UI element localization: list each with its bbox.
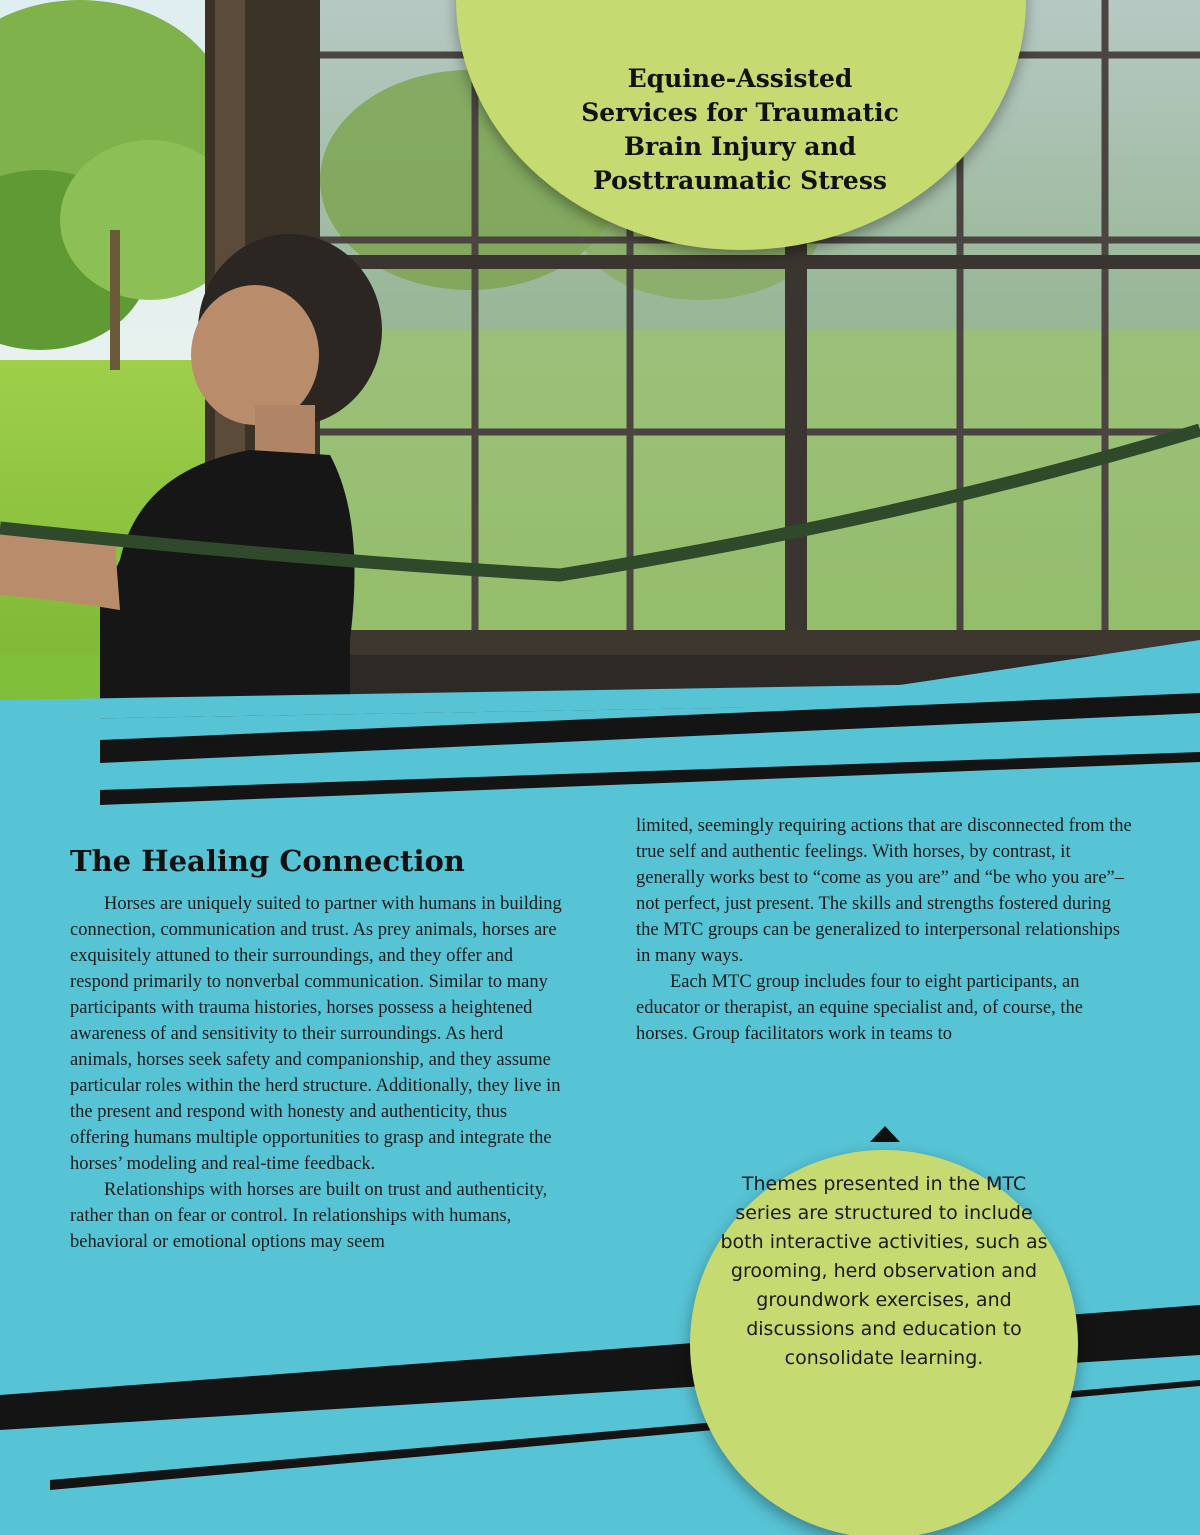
section-heading: The Healing Connection <box>70 844 465 878</box>
right-column <box>636 813 1132 1047</box>
paragraph: Relationships with horses are built on trust and authenticity, rather than on fear or control. In relationships with humans, behavioral or emotional options may seem <box>70 1180 548 1252</box>
left-column <box>70 891 566 1255</box>
paragraph: Each MTC group includes four to eight participants, an educator or therapist, an equine specialist and, of course, the horses. Group facilitators work in teams to <box>636 972 1083 1044</box>
pull-quote: Themes presented in the MTC series are structured to include both interactive activities, such as grooming, herd observation and groundwork exercises, and discussions and education to consolidate learning. <box>720 1173 1048 1369</box>
triangle-up-icon <box>870 1126 900 1142</box>
article-title: Equine-Assisted Services for Traumatic Brain Injury and Posttraumatic Stress <box>581 64 899 195</box>
paragraph: Horses are uniquely suited to partner with humans in building connection, communication and trust. As prey animals, horses are exquisitely attuned to their surroundings, and they offer and respond primarily to nonverbal communication. Similar to many participants with trauma histories, horses possess a heightened awareness of and sensitivity to their surroundings. As herd animals, horses seek safety and companionship, and they assume particular roles within the herd structure. Additionally, they live in the present and respond with honesty and authenticity, thus offering humans multiple opportunities to grasp and integrate the horses’ modeling and real-time feedback. <box>70 894 562 1174</box>
paragraph: limited, seemingly requiring actions that are disconnected from the true self and authentic feelings. With horses, by contrast, it generally works best to “come as you are” and “be who you are”–not perfect, just present. The skills and strengths fostered during the MTC groups can be generalized to interpersonal relationships in many ways. <box>636 816 1132 966</box>
